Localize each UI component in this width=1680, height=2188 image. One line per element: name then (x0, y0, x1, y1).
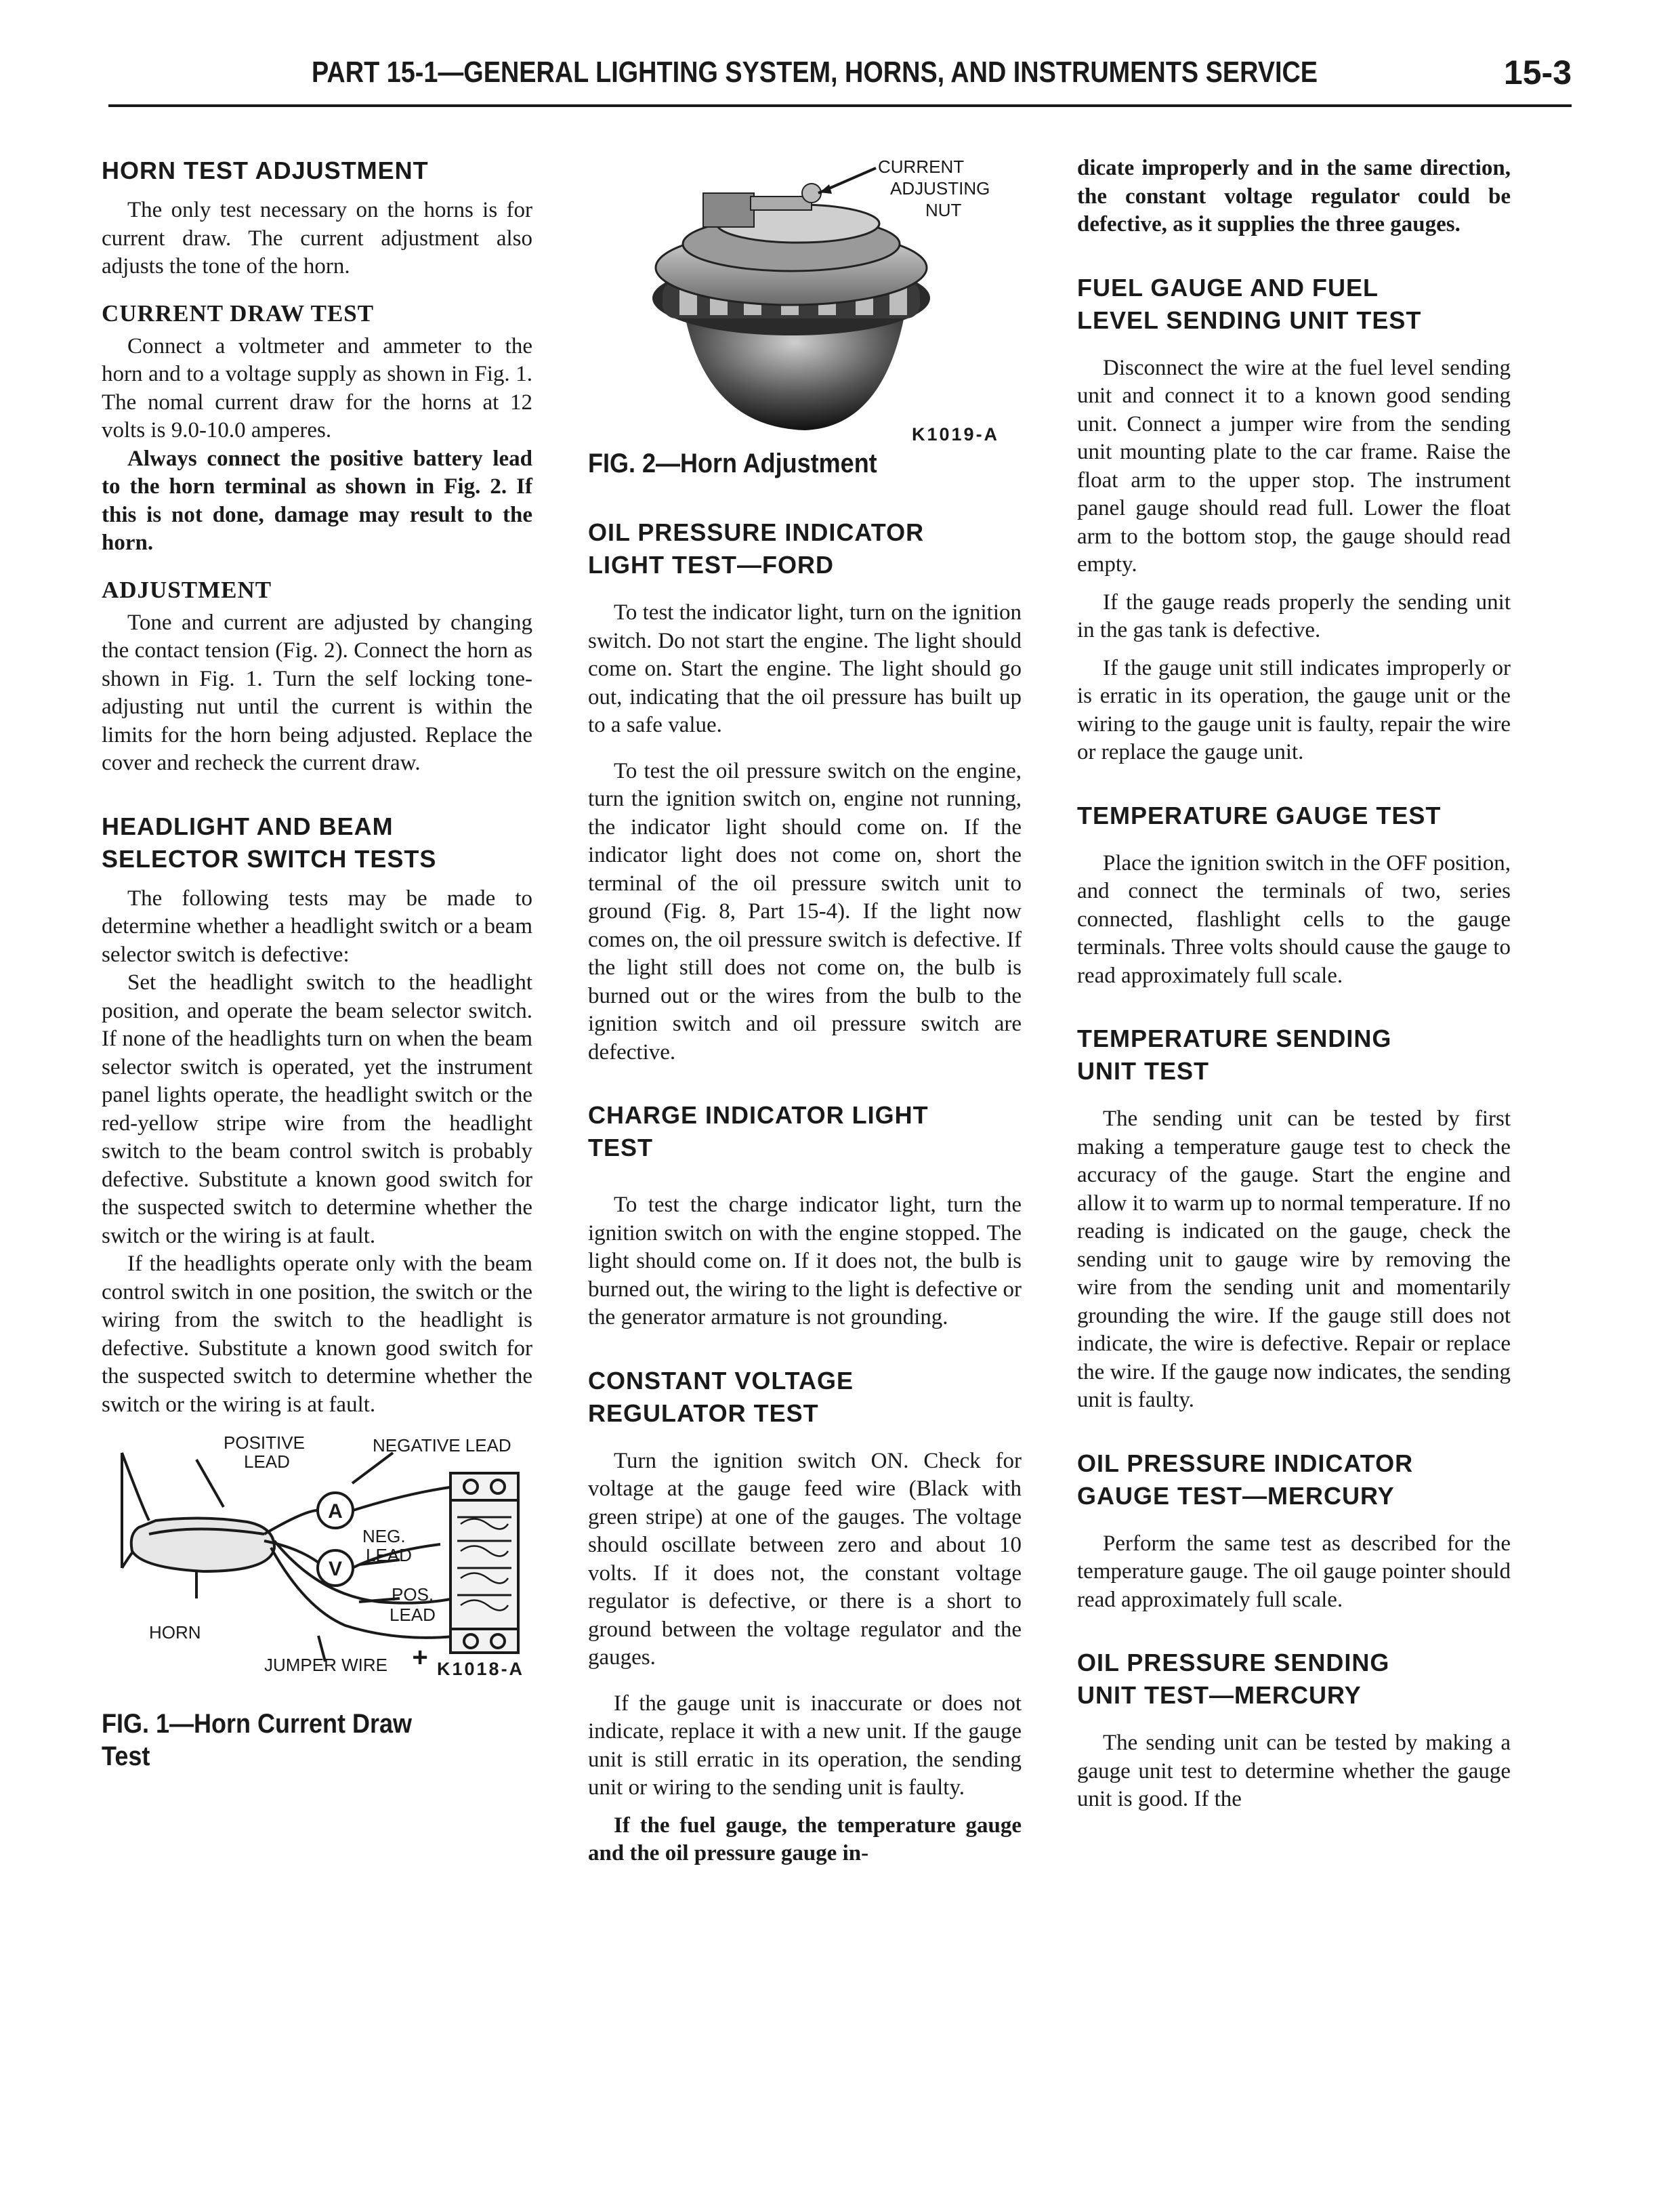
paragraph: If the fuel gauge, the temperature gauge and the oil pressure gauge in- (588, 1813, 1022, 1865)
paragraph: To test the indicator light, turn on the ignition switch. Do not start the engine. The light should come on. Start the engine. The light should go out, indicating that the oil pressure has built up to a safe value. (588, 600, 1022, 737)
section-heading: REGULATOR TEST (588, 1399, 819, 1427)
subsection-heading: CURRENT DRAW TEST (102, 300, 375, 327)
paragraph: The sending unit can be tested by making a gauge unit test to determine whether the gauge unit is good. If the (1077, 1731, 1511, 1811)
paragraph: Disconnect the wire at the fuel level sending unit and connect it to a known good sending unit. Connect a jumper wire from the sending unit mounting plate to the car frame. Raise the float arm to the upper stop. The instrument panel gauge should read full. Lower the float arm to the bottom stop, the gauge should read empty. (1077, 355, 1511, 577)
section-heading: OIL PRESSURE SENDING (1077, 1649, 1390, 1676)
ammeter-label: A (328, 1500, 343, 1523)
paragraph: If the gauge unit is inaccurate or does not indicate, replace it with a new unit. If the gauge unit is still erratic in its operation, the sending unit or wiring to the sending unit is faulty. (588, 1691, 1022, 1800)
header-rule (108, 104, 1572, 107)
paragraph: Tone and current are adjusted by changing the contact tension (Fig. 2). Connect the horn as shown in Fig. 1. Turn the self locking tone-adjusting nut until the current is within the limits for the horn being adjusted. Replace the cover and recheck the current draw. (102, 610, 532, 775)
paragraph: Place the ignition switch in the OFF position, and connect the terminals of two, series connected, flashlight cells to the gauge terminals. Three volts should cause the gauge to read approximately full scale. (1077, 850, 1511, 988)
figure-code: K1018-A (437, 1659, 525, 1679)
paragraph: The only test necessary on the horns is for current draw. The current adjustment also adjusts the tone of the horn. (102, 198, 532, 278)
section-heading: FUEL GAUGE AND FUEL (1077, 273, 1379, 302)
paragraph: Turn the ignition switch ON. Check for voltage at the gauge feed wire (Black with green stripe) at one of the gauges. The voltage should oscillate between zero and about 10 volts. If it does not, the constant voltage regulator is defective, or there is a short to ground between the voltage regulator and the gauges. (588, 1448, 1022, 1670)
pos-lead-label-2: LEAD (390, 1605, 436, 1625)
paragraph: If the headlights operate only with the beam control switch in one position, the switch or the wiring from the switch to the headlight is defective. Substitute a known good switch for the suspected switch to determine whether the switch or the wiring is at fault. (102, 1252, 532, 1417)
subsection-heading: ADJUSTMENT (102, 576, 272, 603)
section-heading: CONSTANT VOLTAGE (588, 1366, 854, 1395)
figure-caption: FIG. 1—Horn Current Draw (102, 1709, 413, 1739)
figure-code: K1019-A (912, 424, 1000, 445)
paragraph: To test the oil pressure switch on the engine, turn the ignition switch on, engine not running, the indicator light should come on. If the indicator light does not come on, short the terminal of the oil pressure switch unit to ground (Fig. 8, Part 15-4). If the light now comes on, the oil pressure switch is defective. If the light still does not come on, the bulb is burned out or the wires from the bulb to the ignition switch and oil pressure switch are defective. (588, 758, 1022, 1065)
column-2 (588, 156, 1022, 1868)
paragraph: The following tests may be made to determine whether a headlight switch or a beam selector switch is defective: (102, 886, 532, 967)
positive-lead-label: POSITIVE (224, 1432, 305, 1453)
neg-lead-label: NEG. (362, 1526, 406, 1546)
page-title: PART 15-1—GENERAL LIGHTING SYSTEM, HORNS, AND INSTRUMENTS SERVICE (312, 56, 1318, 89)
negative-lead-label: NEGATIVE LEAD (373, 1435, 511, 1456)
paragraph: dicate improperly and in the same direction, the constant voltage regulator could be defective, as it supplies the three gauges. (1077, 156, 1511, 236)
section-heading: GAUGE TEST—MERCURY (1077, 1481, 1395, 1510)
paragraph: Set the headlight switch to the headlight position, and operate the beam selector switch. If none of the headlights turn on when the beam selector switch is operated, yet the instrument panel lights operate, the headlight switch or the red-yellow stripe wire from the headlight switch to the beam control switch is probably defective. Substitute a known good switch for the suspected switch to determine whether the switch or the wiring is at fault. (102, 970, 532, 1248)
figure-caption: FIG. 2—Horn Adjustment (588, 449, 877, 478)
jumper-wire-label: JUMPER WIRE (264, 1655, 387, 1675)
section-heading: TEMPERATURE GAUGE TEST (1077, 801, 1442, 829)
figure-caption: Test (102, 1741, 150, 1771)
section-heading: LEVEL SENDING UNIT TEST (1077, 306, 1422, 334)
page-header (108, 46, 1572, 100)
warning-paragraph: Always connect the positive battery lead to the horn terminal as shown in Fig. 2. If this is not done, damage may result to the horn. (102, 446, 532, 555)
section-heading: CHARGE INDICATOR LIGHT (588, 1101, 929, 1129)
paragraph: To test the charge indicator light, turn the ignition switch on with the engine stopped. The light should come on. If it does not, the bulb is burned out, the wiring to the light is defective or the generator armature is not grounding. (588, 1193, 1022, 1329)
section-heading: TEMPERATURE SENDING (1077, 1025, 1392, 1052)
voltmeter-label: V (328, 1558, 343, 1580)
current-adjusting-nut-label: CURRENT (878, 157, 965, 177)
paragraph: If the gauge reads properly the sending unit in the gas tank is defective. (1077, 590, 1511, 642)
paragraph: If the gauge unit still indicates improperly or is erratic in its operation, the gauge unit or the wiring to the gauge unit is faulty, repair the wire or replace the gauge unit. (1077, 655, 1511, 764)
figure-horn-current-draw (102, 1432, 532, 1683)
section-heading: OIL PRESSURE INDICATOR (1077, 1449, 1414, 1477)
figure-horn-adjustment (588, 156, 1022, 447)
current-adjusting-nut-label-2: ADJUSTING (890, 178, 990, 199)
current-adjusting-nut-label-3: NUT (925, 200, 962, 220)
paragraph: The sending unit can be tested by first making a temperature gauge test to check the accuracy of the gauge. Start the engine and allow it to warm up to normal temperature. If no reading is indicated on the gauge, check the sending unit to gauge wire by removing the wire from the sending unit and momentarily grounding the wire. If the gauge still does not indicate, the wire is defective. Repair or replace the wire. If the gauge now indicates, the sending unit is faulty. (1077, 1107, 1511, 1412)
section-heading: OIL PRESSURE INDICATOR (588, 518, 925, 546)
plus-label: + (412, 1643, 428, 1672)
section-heading: HEADLIGHT AND BEAM (102, 812, 394, 840)
section-heading: TEST (588, 1134, 654, 1161)
paragraph: Perform the same test as described for the temperature gauge. The oil gauge pointer should read approximately full scale. (1077, 1531, 1511, 1612)
horn-label: HORN (149, 1622, 201, 1643)
section-heading: LIGHT TEST—FORD (588, 551, 834, 579)
neg-lead-label-2: LEAD (366, 1545, 412, 1565)
section-heading: SELECTOR SWITCH TESTS (102, 844, 437, 873)
column-3 (1077, 154, 1511, 1814)
section-heading: UNIT TEST (1077, 1057, 1209, 1085)
positive-lead-label-2: LEAD (244, 1451, 290, 1472)
section-heading: UNIT TEST—MERCURY (1077, 1681, 1362, 1709)
section-heading: HORN TEST ADJUSTMENT (102, 157, 429, 184)
page-number: 15-3 (1503, 54, 1572, 91)
column-1 (102, 154, 532, 1773)
pos-lead-label: POS. (392, 1584, 434, 1605)
horn-wiring-diagram (102, 1432, 532, 1683)
paragraph: Connect a voltmeter and ammeter to the horn and to a voltage supply as shown in Fig. 1. The nomal current draw for the horns at 12 volts is 9.0-10.0 amperes. (102, 333, 532, 442)
